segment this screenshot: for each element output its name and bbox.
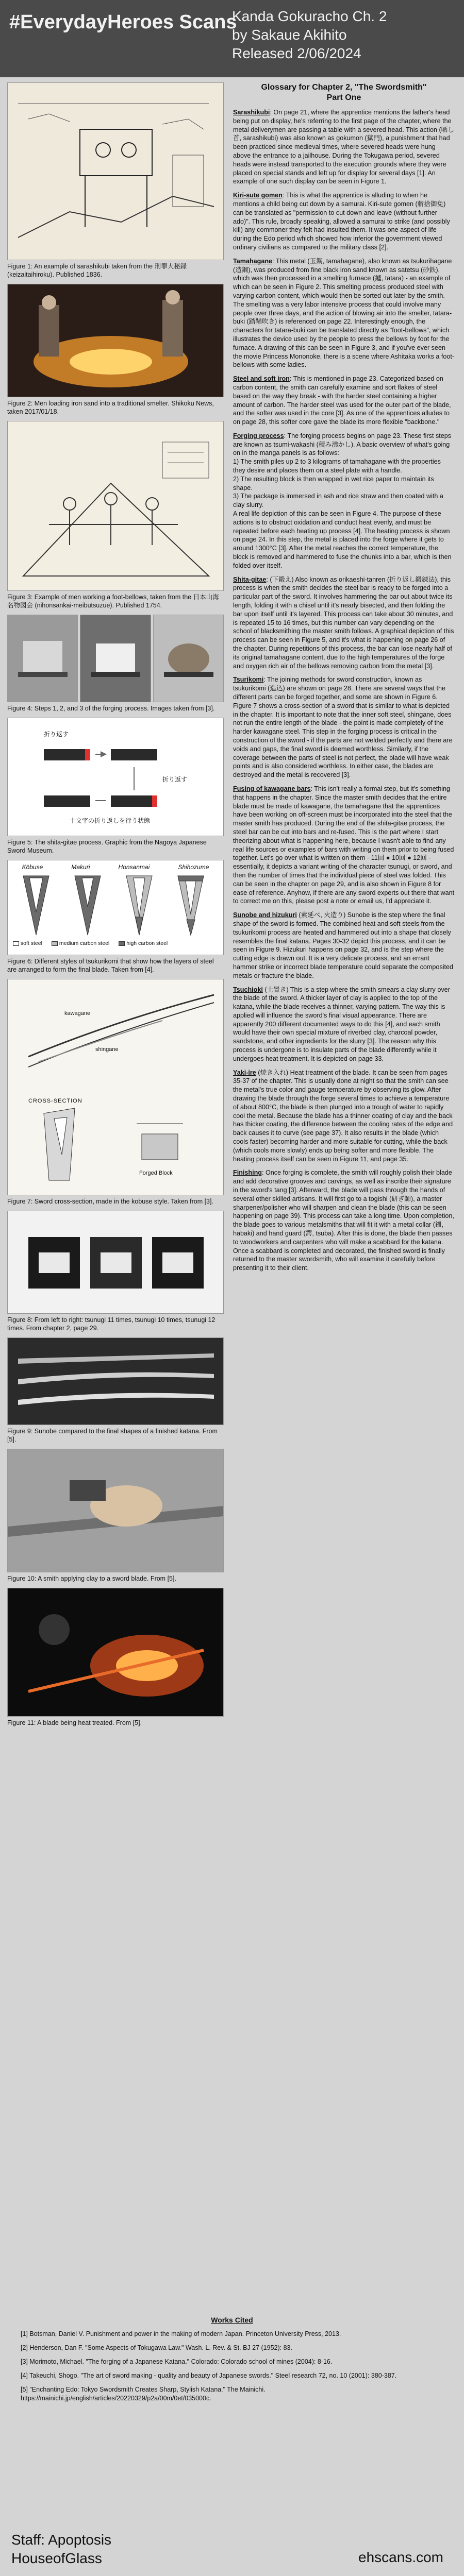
legend-medium-steel: medium carbon steel <box>52 940 109 946</box>
figure-5 <box>7 718 224 855</box>
figure-6-caption: Figure 6: Different styles of tsukurikomi that show how the layers of steel are arranged to form the final blade. Taken from [4]. <box>7 958 214 973</box>
glossary-title-line1: Glossary for Chapter 2, "The Swordsmith" <box>261 83 427 92</box>
glossary-term: Finishing <box>233 1169 262 1177</box>
glossary-definition: (焼き入れ) Heat treatment of the blade. It can be seen from pages 35-37 of the chapter. This is usually done at night so that the smith can see the metal's true color and gauge temperature by observing its glow. After drawing the blade through the forge several times to achieve a temperature of about 800°C, the blade is then plunged into a trough of water to rapidly cool the metal. Because the blade has a thinner coating of clay and the back has thicker coating, the difference between the cooling rates of the edge and back causes it to curve (see page 37). It also results in the blade (which cools faster) becoming harder and more suitable for cutting, while the back (which cools more slowly) ends up being softer and more flexible. The heating process itself can be seen in Figure 11, and page 35. <box>233 1069 453 1163</box>
glossary-entry <box>233 1069 455 1164</box>
figure-3 <box>7 421 224 609</box>
glossary-entry <box>233 108 455 186</box>
series-chapter: Kanda Gokuracho Ch. 2 <box>232 8 387 24</box>
figure-10 <box>7 1449 224 1583</box>
figure-1 <box>7 82 224 279</box>
figure-4-caption: Figure 4: Steps 1, 2, and 3 of the forging process. Images taken from [3]. <box>7 705 215 712</box>
citation: [5] "Enchanting Edo: Tokyo Swordsmith Creates Sharp, Stylish Katana." The Mainichi. https://mainichi.jp/english/articles/20220329/p2a/00m/0et/035000c. <box>21 2386 266 2402</box>
figure-1-caption: Figure 1: An example of sarashikubi taken from the 刑罪大秘録 (keizaitaihiroku). Published 1836. <box>7 263 187 278</box>
glossary-title-line2: Part One <box>326 93 361 102</box>
figure-9-caption: Figure 9: Sunobe compared to the final shapes of a finished katana. From [5]. <box>7 1428 218 1443</box>
glossary-definition: (素延べ, 火造り) Sunobe is the step where the final shape of the sword is formed. The combined heat and soft steels from the tsukurikomi process are heated and hammered out into a shape that closely resembles the final katana. Pages 30-32 depict this process, and it can be seen in Figure 9. Hizukuri happens on page 32, and is the step where the cutting edge is drawn out. It is a very delicate process, and an errant hammer strike or incorrect blade temperature could separate the composited metals or fracture the blade. <box>233 911 453 979</box>
figure-7-caption: Figure 7: Sword cross-section, made in the kobuse style. Taken from [3]. <box>7 1198 213 1205</box>
glossary-definition: : This isn't really a formal step, but it's something that happens in the chapter. Since the master smith decides that the entire blade must be made of kawagane, the tamahagane that the apprentices have been working on off-screen must be incorporated into the steel that the master smith has produced. During the end of the shita-gitae process, the steel bar can be cut into bars and re-fused. This is the part where I start theorizing about what is happening here, because I wasn't able to find any real life sources or examples of bars with writing on them prior to being fused together. Let's go over what is written on them - 11回 ● 10回 ● 12回 - essentially, it depicts a variant writing of the character tsunugi, or sword, and then the number of times that the individual piece of steel was folded. This can be seen in the chapter on page 29, and is also shown in Figure 8 for ease of reference. Anyhow, if there are any sword experts out there that want to correct me on this, please post a note or email us, I'd appreciate it. <box>233 785 455 905</box>
glossary-term: Sarashikubi <box>233 109 270 116</box>
glossary-entry <box>233 575 455 671</box>
style-label-makuri: Makuri <box>71 863 90 871</box>
glossary-definition: : On page 21, where the apprentice mentions the father's head being put on display, he's referring to the first page of the chapter, where the metal deliverymen are passing a table with a severed head. This action (晒し首, sarashikubi) was also known as gokumon (獄門), a punishment that had been practiced since medieval times, where severed heads were hung above the entrance to a jailhouse. During the Tokugawa period, severed heads were instead transported to the execution grounds where they were placed on special stands and left up for display for several days [1]. An example of one such display can be seen in Figure 1. <box>233 109 454 185</box>
figure-4-photo-step1 <box>7 615 78 702</box>
style-label-kobuse: Kōbuse <box>22 863 43 871</box>
glossary-entry <box>233 1168 455 1273</box>
legend-soft-steel: soft steel <box>13 940 42 946</box>
glossary-definition: : This is what the apprentice is alluding to when he mentions a child being cut down by a samurai. Kiri-sute gomen (斬捨御免) can be translated as "permission to cut down and leave (without further ado)". This rule, broadly speaking, allowed a samurai to strike (and possibly kill) any commoner they felt had insulted them. It was one aspect of life during the Edo period which showed how inferior the government viewed ordinary civilians as compared to the military class [2]. <box>233 192 450 251</box>
glossary-term: Tamahagane <box>233 257 273 265</box>
figure-5-label-fold-top: 折り返す <box>44 731 69 738</box>
figure-8-manga-panel <box>7 1211 224 1314</box>
figure-3-drawing <box>7 421 224 591</box>
figure-4-photos <box>7 615 224 702</box>
works-cited-list <box>21 2330 443 2403</box>
figure-7-label-shingane: shingane <box>95 1046 119 1053</box>
figure-5-diagram <box>7 718 224 836</box>
glossary-entry <box>233 911 455 980</box>
style-label-honsanmai: Honsanmai <box>118 863 150 871</box>
figure-2-caption: Figure 2: Men loading iron sand into a traditional smelter. Shikoku News, taken 2017/01/18. <box>7 400 214 415</box>
figure-9-photo <box>7 1337 224 1425</box>
citation: [1] Botsman, Daniel V. Punishment and power in the making of modern Japan. Princeton University Press, 2013. <box>21 2330 341 2337</box>
glossary-entry <box>233 375 455 427</box>
figure-10-caption: Figure 10: A smith applying clay to a sword blade. From [5]. <box>7 1575 176 1582</box>
figure-7-label-cross-section: CROSS-SECTION <box>28 1098 82 1104</box>
figure-11-photo <box>7 1588 224 1717</box>
glossary-definition: : The joining methods for sword construction, known as tsukurikomi (造込) are shown on page 28. There are several ways that the different parts can be forged together, and some are shown in Figure 6. Figure 7 shows a cross-section of a sword that is similar to what is depicted in the chapter. It is important to note that the inner soft steel, shingane, does not run the entire length of the blade - the point is made completely of the harder kawagane steel. This step in the forging process is critical in the construction of the sword - if the parts are not welded perfectly and there are voids and gaps, the final sword is deemed worthless. Similarly, if the coverage between the parts of steel is not perfect, the blade will have weak points and is also considered worthless. In either case, the blades are destroyed and the metal is recovered [3]. <box>233 676 453 779</box>
release-title <box>232 7 449 63</box>
figure-2-photo <box>7 284 224 397</box>
figure-6-diagram <box>7 860 224 955</box>
glossary-entry <box>233 986 455 1063</box>
figure-4 <box>7 615 224 713</box>
series-author: by Sakaue Akihito <box>232 27 347 43</box>
figure-8-caption: Figure 8: From left to right: tsunugi 11 times, tsunugi 10 times, tsunugi 12 times. From chapter 2, page 29. <box>7 1316 216 1332</box>
glossary-term: Fusing of kawagane bars <box>233 785 311 792</box>
works-cited-title: Works Cited <box>211 2316 253 2324</box>
glossary-definition: : This metal (玉鋼, tamahagane), also known as tsukurihagane (造鋼), was produced from fine black iron sand known as satetsu (砂鉄), which was then processed in a smelting furnace (鑪, tatara) - an example of which can be seen in Figure 2. This smelting process produced steel with varying carbon content, which would then be sorted out later by the smith. The smelting was a very labor intensive process that could involve many people over three days, and the action of blowing air into the smelter, tatara-buki (踏鞴吹き) is referenced on page 22. Interestingly enough, the characters for tatara-buki can be translated directly as "foot-bellows", which illustrates the device used by the people to press the bellows by foot for the furnace. A drawing of this can be seen in Figure 3, and if you've ever seen the movie Princess Mononoke, there is a scene where Ashitaka works a foot-bellows with some ladies. <box>233 257 455 369</box>
glossary-title <box>233 82 455 103</box>
glossary-term: Tsuchioki <box>233 986 263 993</box>
glossary-term: Yaki-ire <box>233 1069 256 1076</box>
glossary-entry <box>233 432 455 570</box>
figure-7 <box>7 979 224 1206</box>
release-date: Released 2/06/2024 <box>232 45 361 61</box>
figure-4-photo-step2 <box>80 615 151 702</box>
glossary-entry <box>233 785 455 906</box>
figure-7-label-kawagane-top: kawagane <box>64 1010 91 1016</box>
figure-8 <box>7 1211 224 1332</box>
glossary-definition: : The forging process begins on page 23. These first steps are known as tsumi-wakashi (積み沸かし). A basic overview of what's going on in the manga panels is as follows: 1) The smith piles up 2 to 3 kilograms of tamahagane with the properties they desire and places them on a steel plate with a handle. 2) The resulting block is then wrapped in wet rice paper to maintain its shape. 3) The package is immersed in ash and rice straw and then coated with a clay slurry. A real life depiction of this can be seen in Figure 4. The purpose of these actions is to obstruct oxidation and conduct heat evenly, and must be repeated before each heating up process [4]. The heating process is shown on page 24. In this step, the metal is placed into the forge where it gets to around 1300°C [3]. After the metal reaches the correct temperature, the block is removed and hammered to fuse the chunks into a bar, which is then folded over itself. <box>233 432 452 569</box>
glossary-term: Kiri-sute gomen <box>233 192 283 199</box>
staff-line-1: Staff: Apoptosis <box>11 2532 112 2548</box>
glossary-term: Sunobe and hizukuri <box>233 911 297 919</box>
style-label-shihozume: Shihozume <box>178 863 209 871</box>
glossary-entries <box>233 108 455 1273</box>
glossary-definition: : (下鍛え) Also known as orikaeshi-tanren (折り返し鍛錬法), this process is when the smith decides the steel bar is ready to be forged into a particular part of the sword. It involves hammering the bar out about twice its length, folding it with a chisel until it's nearly bisected, and then folding the bar upon itself until it's layered. This process can take about 30 minutes, and is repeated 15 to 16 times, but this number can vary depending on the school of blacksmithing the master smith follows. A graphical depiction of this process can be seen in Figure 5, and it's what is happening on page 26 of the chapter. During repetitions of this process, the bar can lose nearly half of its original tamahagane content, due to the high temperatures of the forge and oxygen rich air of the bellows removing carbon from the metal [3]. <box>233 575 454 670</box>
group-hashtag: #EverydayHeroes Scans <box>9 11 237 33</box>
glossary-term: Tsurikomi <box>233 676 264 684</box>
figure-11-caption: Figure 11: A blade being heat treated. From [5]. <box>7 1719 142 1726</box>
figures-column <box>7 82 224 1732</box>
glossary-entry <box>233 257 455 369</box>
figure-7-label-forged-block: Forged Block <box>139 1170 173 1176</box>
figure-6 <box>7 860 224 974</box>
figure-5-caption: Figure 5: The shita-gitae process. Graphic from the Nagoya Japanese Sword Museum. <box>7 839 207 854</box>
glossary-term: Forging process <box>233 432 284 439</box>
glossary-entry <box>233 675 455 779</box>
figure-5-label-fold-right: 折り返す <box>162 776 188 783</box>
figure-7-diagram <box>7 979 224 1195</box>
glossary-definition: (土置き) This is a step where the smith smears a clay slurry over the blade of the sword. A thicker layer of clay is applied to the top of the katana, while the blade receives a thinner, varying pattern. The way this is applied will influence the sword's final visual appearance. There are apparently 200 different documented ways to do this [4], and each smith would have their own special mixture of riverbed clay, charcoal powder, sandstone, and other ingredients for the slurry [3]. The reason why this process is undergone is to insulate parts of the blade differently while it undergoes heat treatment. It is depicted on page 33. <box>233 986 450 1062</box>
glossary-entry <box>233 191 455 252</box>
staff-line-2: HouseofGlass <box>11 2550 102 2566</box>
figure-1-image <box>7 82 224 260</box>
citation: [3] Morimoto, Michael. "The forging of a Japanese Katana." Colorado: Colorado school of mines (2004): 8-16. <box>21 2358 333 2365</box>
header-banner <box>0 0 464 77</box>
figure-10-photo <box>7 1449 224 1572</box>
staff-credits <box>11 2531 111 2568</box>
figure-3-caption: Figure 3: Example of men working a foot-bellows, taken from the 日本山海名物図会 (nihonsankai-meibutsuzue). Published 1754. <box>7 594 219 609</box>
glossary-term: Shita-gitae <box>233 575 267 583</box>
footer <box>0 2524 464 2576</box>
works-cited <box>21 2316 443 2408</box>
figure-4-photo-step3 <box>153 615 224 702</box>
site-url[interactable]: ehscans.com <box>358 2549 443 2565</box>
figure-2 <box>7 284 224 416</box>
glossary-column <box>233 82 455 1278</box>
glossary-definition: : Once forging is complete, the smith will roughly polish their blade and add decorative grooves and carvings, as well as inscribe their signature in the sword's tang [3]. Afterward, the blade will pass through the hands of several other skilled artisans. It will first go to a togishi (研ぎ師), a master sharpener/polisher who will sharpen and clean the blade (this can be seen happening on page 39). This process can take a long time. Upon completion, the blade goes to various metalsmiths that will fit it with a metal collar (鎺, habaki) and hand guard (鍔, tsuba). After this is done, the blade then passes to woodworkers and carpenters who will make a scabbard for the katana. Once a scabbard is completed and decorated, the finished sword is finally returned to the master swordsmith, who will examine it carefully before presenting it to their client. <box>233 1169 454 1272</box>
figure-11 <box>7 1588 224 1727</box>
citation: [2] Henderson, Dan F. "Some Aspects of Tokugawa Law." Wash. L. Rev. & St. BJ 27 (1952): 83. <box>21 2344 292 2351</box>
glossary-term: Steel and soft iron <box>233 375 290 383</box>
figure-9 <box>7 1337 224 1444</box>
figure-5-label-layer: 十文字の折り返しを行う状態 <box>70 817 151 824</box>
glossary-definition: : This is mentioned in page 23. Categorized based on carbon content, the smith can carefully examine and sort flakes of steel based on the way they break - with the harder steel containing a higher amount of carbon. The harder steel was used for the outer part of the blade, and the softer was used in the core [3]. As one of the apprentices alludes to on page 28, this softer core gave the blade its more flexible "backbone." <box>233 375 451 426</box>
citation: [4] Takeuchi, Shogo. "The art of sword making - quality and beauty of Japanese swords." Steel research 72, no. 10 (2001): 380-387. <box>21 2372 397 2379</box>
legend-hard-steel: high carbon steel <box>119 940 168 946</box>
